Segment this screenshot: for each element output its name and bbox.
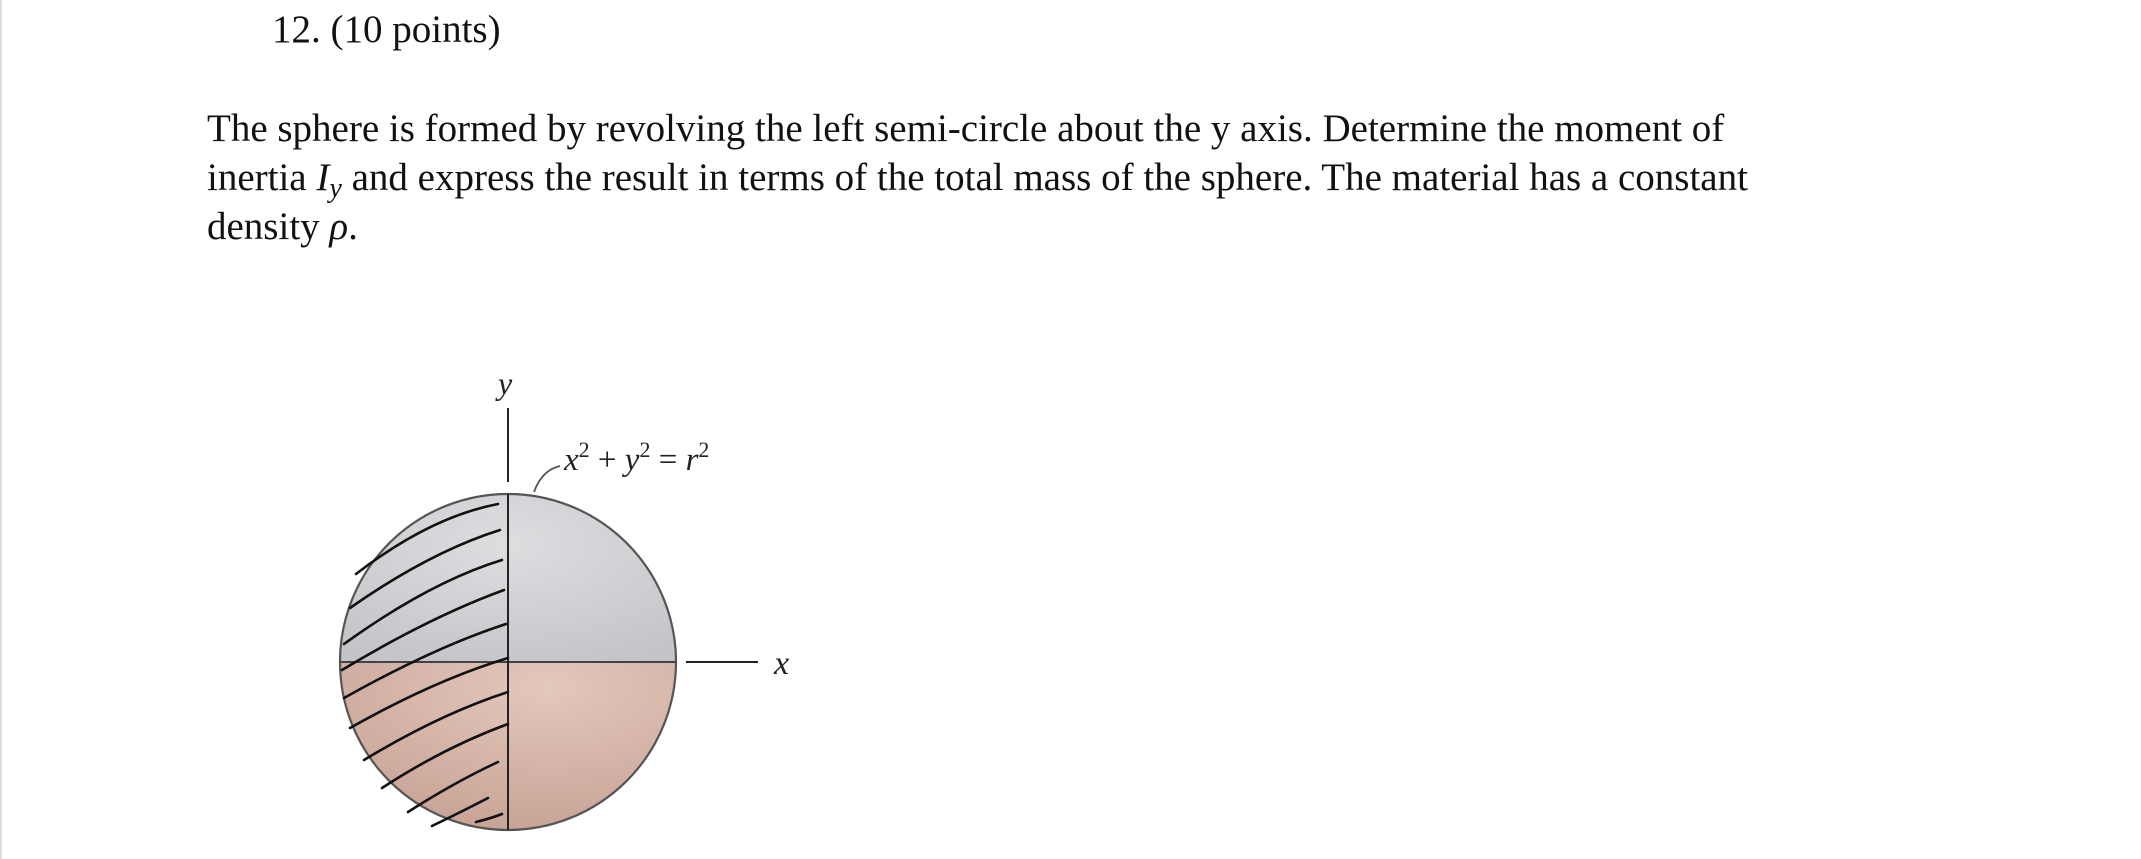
eq-r: r <box>685 442 699 478</box>
density-symbol: ρ <box>329 205 349 248</box>
equation-leader <box>534 466 560 492</box>
statement-line-1: The sphere is formed by revolving the left semi-circle about the y axis. Determine the moment of <box>207 107 1725 150</box>
eq-y: y <box>624 442 640 478</box>
statement-line-2-end: and express the result in terms of the total mass of the sphere. The material has a constant <box>341 156 1748 199</box>
statement-line-2 <box>207 153 2127 205</box>
moment-of-inertia-symbol <box>316 156 342 205</box>
inertia-subscript: y <box>329 173 342 205</box>
statement-line-2-start: inertia <box>207 156 317 199</box>
problem-number: 12. (10 points) <box>272 8 501 51</box>
problem-statement <box>207 104 2127 251</box>
y-axis-label: y <box>498 365 513 401</box>
sphere-figure <box>320 362 820 842</box>
statement-line-3 <box>207 202 2127 251</box>
eq-y-exponent: 2 <box>639 437 651 462</box>
statement-line-3-start: density <box>207 205 330 248</box>
eq-x-exponent: 2 <box>578 437 590 462</box>
eq-r-exponent: 2 <box>698 437 710 462</box>
eq-equals: = <box>650 442 686 478</box>
eq-plus: + <box>589 442 625 478</box>
page-left-border <box>0 0 2 859</box>
circle-equation <box>563 437 709 478</box>
sphere-diagram <box>320 362 820 842</box>
x-axis-label: x <box>774 645 790 682</box>
inertia-letter: I <box>316 156 330 199</box>
eq-x: x <box>564 442 579 478</box>
statement-line-3-end: . <box>348 205 358 248</box>
